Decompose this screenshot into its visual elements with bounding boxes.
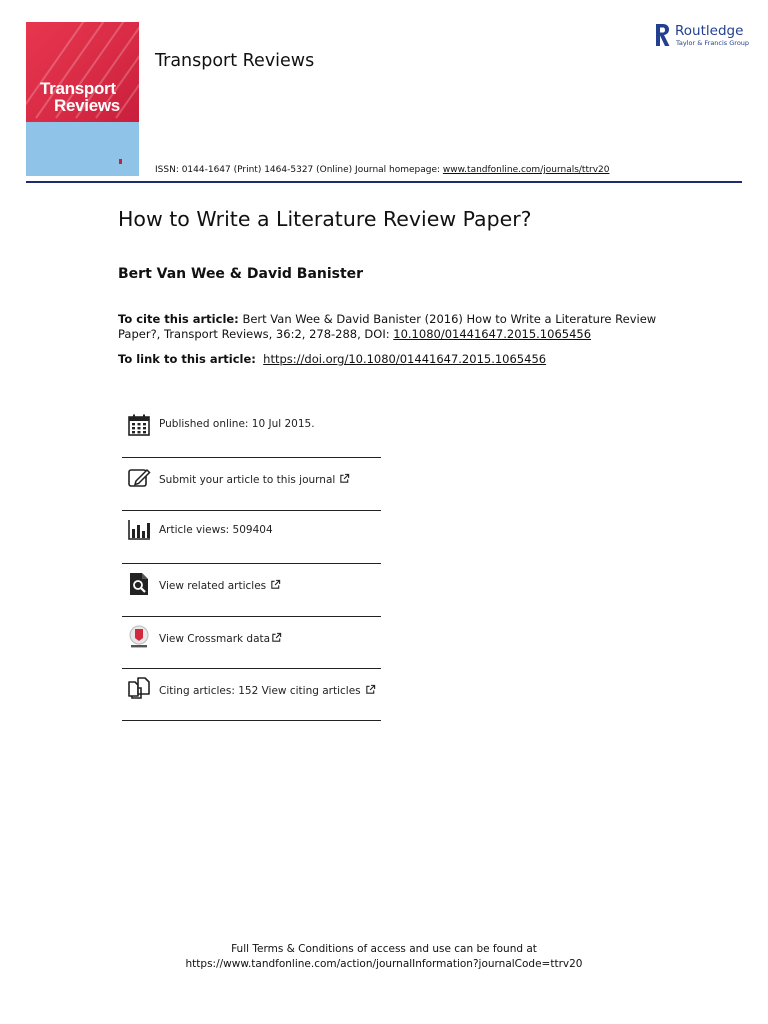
header-rule	[26, 181, 742, 183]
issn-text: ISSN: 0144-1647 (Print) 1464-5327 (Online) Journal homepage:	[155, 165, 443, 175]
footer-terms-url[interactable]: https://www.tandfonline.com/action/journalInformation?journalCode=ttrv20	[185, 958, 583, 970]
citation-block	[118, 312, 658, 342]
citing-articles-label[interactable]: Citing articles: 152 View citing articles	[159, 685, 361, 697]
citing-articles-link[interactable]	[159, 684, 376, 697]
submit-article-label[interactable]: Submit your article to this journal	[159, 474, 336, 486]
article-authors: Bert Van Wee & David Banister	[118, 266, 364, 282]
external-link-icon	[365, 684, 376, 695]
crossmark-link[interactable]	[159, 632, 282, 645]
link-label: To link to this article:	[118, 352, 256, 366]
doi-link[interactable]: 10.1080/01441647.2015.1065456	[393, 327, 592, 341]
submit-article-row[interactable]	[122, 464, 381, 516]
related-articles-label[interactable]: View related articles	[159, 580, 267, 592]
journal-cover-image	[26, 22, 139, 176]
cite-label: To cite this article:	[118, 312, 239, 326]
external-link-icon	[271, 632, 282, 643]
related-articles-row[interactable]	[122, 569, 381, 621]
publisher-tagline: Taylor & Francis Group	[676, 39, 750, 47]
article-link-block	[118, 352, 658, 367]
article-views-label: Article views: 509404	[159, 524, 273, 536]
journal-title: Transport Reviews	[155, 51, 315, 71]
publisher-name: Routledge	[675, 23, 744, 39]
external-link-icon	[270, 579, 281, 590]
cite-text: Bert Van Wee & David Banister (2016) How to Write a Literature Review Paper?, Transport Reviews, 36:2, 278-288, DOI:	[118, 312, 657, 341]
footer-terms-text: Full Terms & Conditions of access and use can be found at	[231, 943, 537, 955]
journal-homepage-link[interactable]: www.tandfonline.com/journals/ttrv20	[442, 165, 610, 175]
edit-icon	[127, 466, 151, 490]
crossmark-row[interactable]	[122, 622, 381, 674]
external-link-icon	[339, 473, 350, 484]
search-document-icon	[127, 572, 151, 596]
bar-chart-icon	[127, 518, 151, 542]
article-title: How to Write a Literature Review Paper?	[118, 207, 532, 231]
crossmark-label[interactable]: View Crossmark data	[159, 633, 271, 645]
cover-title-line1: Transport	[40, 79, 116, 98]
routledge-logo-icon	[653, 22, 671, 48]
citing-articles-row[interactable]	[122, 674, 381, 726]
submit-article-link[interactable]	[159, 473, 350, 486]
issn-line	[155, 165, 609, 175]
crossmark-icon	[127, 625, 151, 649]
article-url-link[interactable]: https://doi.org/10.1080/01441647.2015.1065456	[263, 352, 547, 366]
related-articles-link[interactable]	[159, 579, 281, 592]
divider	[122, 457, 381, 458]
article-views-row	[122, 516, 381, 568]
divider	[122, 510, 381, 511]
cover-title-line2: Reviews	[54, 96, 120, 115]
published-online-label: Published online: 10 Jul 2015.	[159, 418, 315, 430]
divider	[122, 616, 381, 617]
calendar-icon	[127, 413, 151, 437]
published-online-row	[122, 410, 381, 462]
divider	[122, 668, 381, 669]
documents-icon	[127, 676, 151, 700]
divider	[122, 563, 381, 564]
cover-publisher-mark	[119, 159, 122, 164]
divider	[122, 720, 381, 721]
